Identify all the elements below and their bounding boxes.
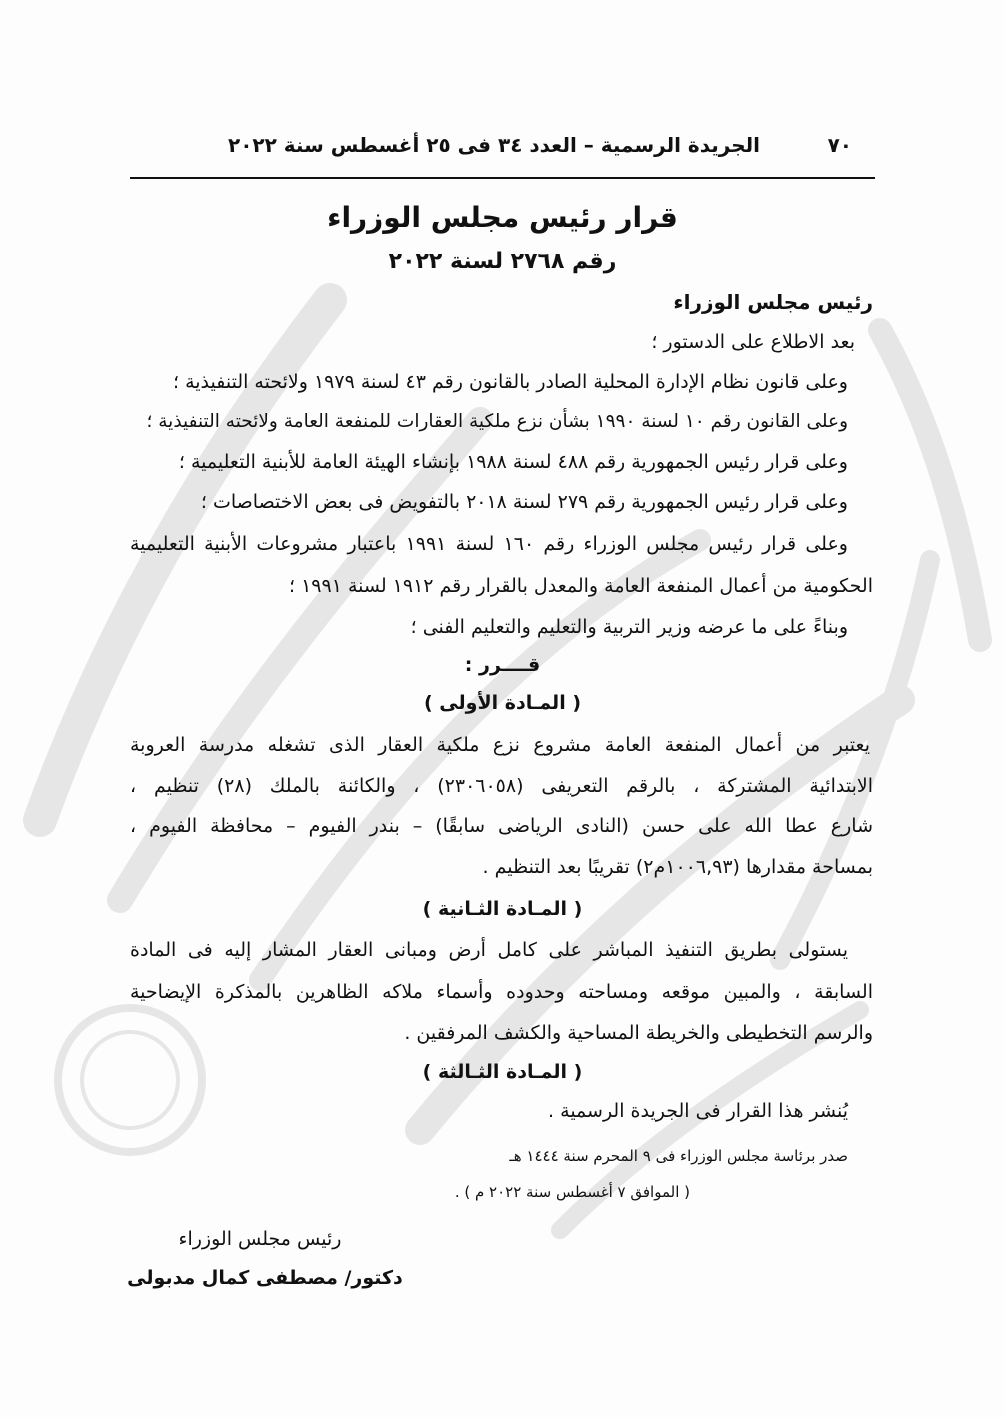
preamble-issuer: رئيس مجلس الوزراء <box>673 290 873 314</box>
article-text-line: بمساحة مقدارها (١٠٠٦,٩٣م٢) تقريبًا بعد التنظيم . <box>482 856 873 878</box>
article-text-line: يعتبر من أعمال المنفعة العامة مشروع نزع ملكية العقار الذى تشغله مدرسة العروبة <box>130 734 870 756</box>
preamble-line: وعلى القانون رقم ١٠ لسنة ١٩٩٠ بشأن نزع ملكية العقارات للمنفعة العامة ولائحته التنفيذية ؛ <box>146 411 848 432</box>
preamble-line: وعلى قرار رئيس مجلس الوزراء رقم ١٦٠ لسنة ١٩٩١ باعتبار مشروعات الأبنية التعليمية <box>130 533 848 555</box>
header-divider <box>130 177 875 179</box>
decree-title: قرار رئيس مجلس الوزراء <box>327 201 678 234</box>
signatory-title: رئيس مجلس الوزراء <box>178 1228 342 1250</box>
article-text-line: شارع عطا الله على حسن (النادى الرياضى سابقًا) – بندر الفيوم – محافظة الفيوم ، <box>130 815 873 837</box>
article-text-line: يُنشر هذا القرار فى الجريدة الرسمية . <box>548 1100 848 1122</box>
preamble-line: وبناءً على ما عرضه وزير التربية والتعليم والتعليم الفنى ؛ <box>410 616 848 638</box>
page-number: ٧٠ <box>827 133 852 157</box>
article-text-line: السابقة ، والمبين موقعه ومساحته وحدوده وأسماء ملاكه الظاهرين بالمذكرة الإيضاحية <box>130 981 873 1003</box>
article-text-line: والرسم التخطيطى والخريطة المساحية والكشف المرفقين . <box>404 1022 873 1044</box>
article-text-line: يستولى بطريق التنفيذ المباشر على كامل أرض ومبانى العقار المشار إليه فى المادة <box>130 939 848 961</box>
article-heading: ( المـادة الأولى ) <box>423 692 582 714</box>
publication-header: الجريدة الرسمية – العدد ٣٤ فى ٢٥ أغسطس سنة ٢٠٢٢ <box>227 133 760 157</box>
article-text-line: الابتدائية المشتركة ، بالرقم التعريفى (٢٣٠٦٠٥٨) ، والكائنة بالملك (٢٨) تنظيم ، <box>130 775 873 797</box>
article-heading: ( المـادة الثـالثة ) <box>422 1061 583 1083</box>
preamble-line: بعد الاطلاع على الدستور ؛ <box>651 331 855 353</box>
decided-heading: قــــرر : <box>464 654 541 676</box>
issuance-date-hijri: صدر برئاسة مجلس الوزراء فى ٩ المحرم سنة ١٤٤٤ هـ <box>509 1147 848 1165</box>
preamble-line: وعلى قرار رئيس الجمهورية رقم ٤٨٨ لسنة ١٩٨٨ بإنشاء الهيئة العامة للأبنية التعليمية ؛ <box>178 451 848 473</box>
preamble-line: وعلى قرار رئيس الجمهورية رقم ٢٧٩ لسنة ٢٠١٨ بالتفويض فى بعض الاختصاصات ؛ <box>200 491 848 513</box>
preamble-line: وعلى قانون نظام الإدارة المحلية الصادر بالقانون رقم ٤٣ لسنة ١٩٧٩ ولائحته التنفيذية ؛ <box>172 371 848 393</box>
article-heading: ( المـادة الثـانية ) <box>422 898 583 920</box>
signatory-name: دكتور/ مصطفى كمال مدبولى <box>127 1267 403 1289</box>
decree-number: رقم ٢٧٦٨ لسنة ٢٠٢٢ <box>388 249 617 274</box>
issuance-date-gregorian: ( الموافق ٧ أغسطس سنة ٢٠٢٢ م ) . <box>454 1183 690 1201</box>
preamble-line: الحكومية من أعمال المنفعة العامة والمعدل بالقرار رقم ١٩١٢ لسنة ١٩٩١ ؛ <box>288 575 873 597</box>
